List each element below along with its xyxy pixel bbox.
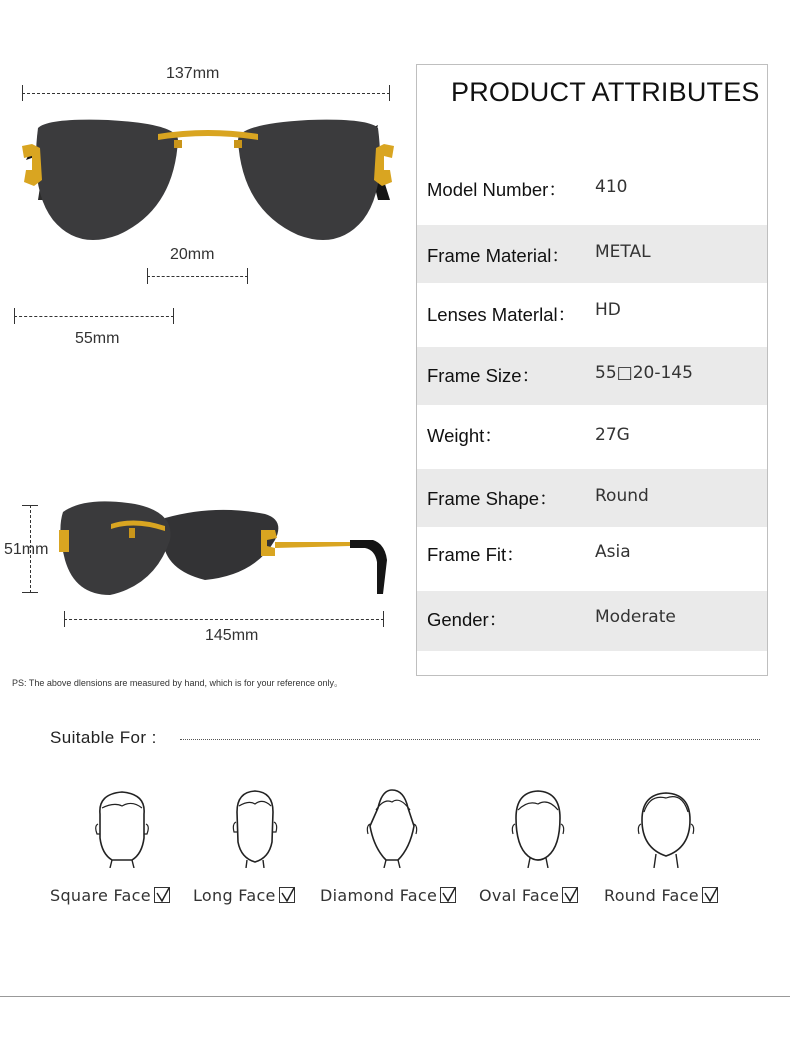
face-caption-label: Long Face — [193, 886, 276, 905]
long-face-icon — [225, 788, 285, 868]
dotted-divider — [180, 739, 760, 740]
face-caption-label: Oval Face — [479, 886, 560, 905]
checkbox-checked-icon — [279, 887, 295, 903]
face-option-long — [193, 886, 295, 905]
attr-value: METAL — [595, 242, 651, 262]
lens-width-label: 55mm — [75, 330, 120, 347]
attr-row-model-number — [417, 163, 767, 221]
attr-value: Moderate — [595, 607, 676, 627]
attr-label: Model Number： — [427, 179, 567, 200]
oval-face-icon — [508, 788, 568, 868]
bridge-width-label: 20mm — [170, 246, 215, 263]
lens-height-label: 51mm — [4, 541, 49, 558]
attr-label: Weight： — [427, 425, 503, 446]
checkbox-checked-icon — [154, 887, 170, 903]
total-width-label: 137mm — [166, 65, 220, 82]
measurement-note: PS: The above dlensions are measured by hand, which is for your reference only。 — [12, 678, 344, 688]
face-caption-label: Round Face — [604, 886, 699, 905]
attr-row-frame-shape — [417, 469, 767, 527]
attr-label: Frame Shape： — [427, 488, 558, 509]
checkbox-checked-icon — [702, 887, 718, 903]
attr-value: 410 — [595, 177, 628, 197]
attr-row-gender — [417, 591, 767, 651]
attr-label: Frame Fit： — [427, 544, 525, 565]
face-option-diamond — [320, 886, 456, 905]
face-caption-label: Square Face — [50, 886, 151, 905]
face-option-round — [604, 886, 718, 905]
attr-row-weight — [417, 405, 767, 467]
bottom-divider — [0, 996, 790, 997]
attr-label: Gender： — [427, 609, 508, 630]
attr-value: 55□20-145 — [595, 363, 693, 383]
checkbox-checked-icon — [440, 887, 456, 903]
round-face-icon — [636, 788, 696, 868]
attr-row-lenses-material — [417, 285, 767, 345]
product-attributes-title: PRODUCT ATTRIBUTES — [451, 77, 760, 107]
attr-label: Frame Material： — [427, 245, 570, 266]
sunglasses-side-image — [55, 490, 395, 600]
temple-length-label: 145mm — [205, 627, 259, 644]
face-option-square — [50, 886, 170, 905]
attr-value: Round — [595, 486, 649, 506]
attr-value: Asia — [595, 542, 631, 562]
checkbox-checked-icon — [562, 887, 578, 903]
attr-label: Lenses Materlal： — [427, 304, 577, 325]
attr-row-frame-material — [417, 225, 767, 283]
square-face-icon — [92, 788, 152, 868]
sunglasses-front-image — [18, 100, 398, 250]
attr-row-frame-size — [417, 347, 767, 405]
face-option-oval — [479, 886, 578, 905]
attr-row-frame-fit — [417, 527, 767, 589]
product-attributes-panel — [416, 64, 768, 676]
attr-value: HD — [595, 300, 621, 320]
face-caption-label: Diamond Face — [320, 886, 438, 905]
suitable-for-label: Suitable For : — [50, 728, 157, 747]
attr-label: Frame Size： — [427, 365, 541, 386]
attr-value: 27G — [595, 425, 630, 445]
diamond-face-icon — [362, 788, 422, 868]
